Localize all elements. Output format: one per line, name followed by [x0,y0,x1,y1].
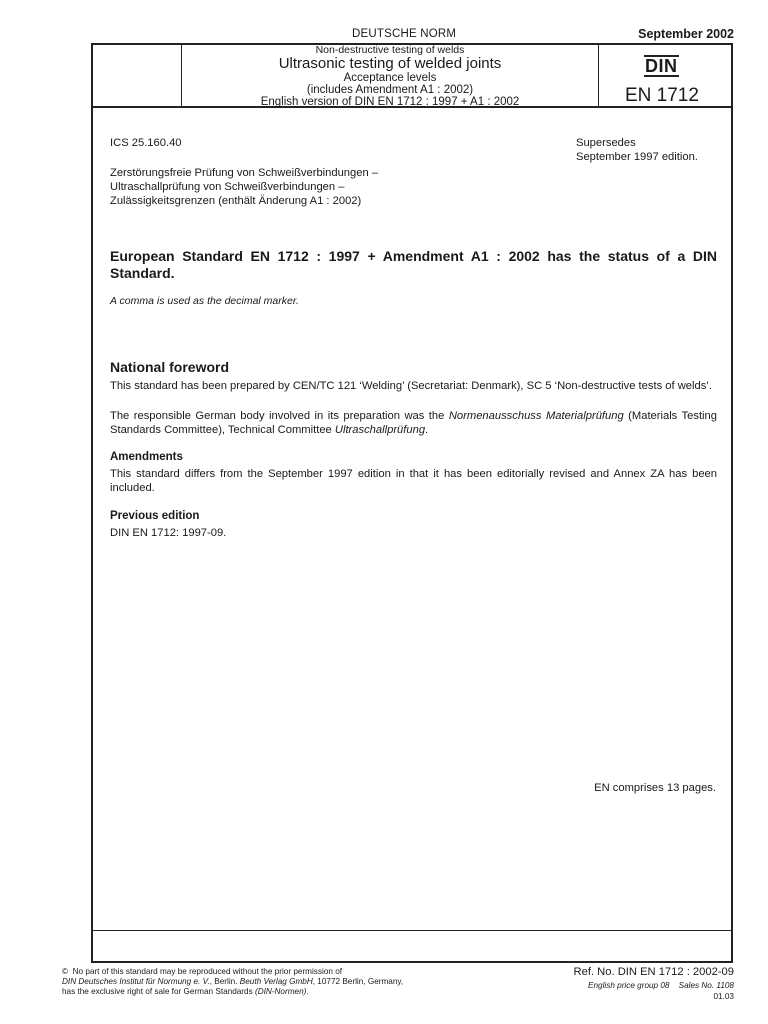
frame-divider [91,930,733,931]
copyright-line [62,987,403,997]
german-title-line: Zulässigkeitsgrenzen (enthält Änderung A1 : 2002) [110,195,362,207]
title-part: Acceptance levels [343,71,437,84]
decimal-marker-note: A comma is used as the decimal marker. [110,295,299,307]
title-subject: Non-destructive testing of welds [315,44,465,56]
print-code: 01.03 [713,992,734,1001]
copyright-line [62,977,403,987]
amendments-heading: Amendments [110,451,183,463]
standard-number: EN 1712 [625,85,699,106]
national-foreword-heading: National foreword [110,359,230,375]
title-divider-right [598,43,599,108]
title-version: English version of DIN EN 1712 : 1997 + A1 : 2002 [260,95,520,108]
norm-label: DEUTSCHE NORM [352,28,457,40]
text-span: has the exclusive right of sale for German Standards [62,987,255,996]
text-span: The responsible German body involved in its preparation was the [110,410,449,422]
document-title: Ultrasonic testing of welded joints [278,55,502,73]
text-span: . [306,987,309,996]
foreword-paragraph-responsible-body [110,409,717,437]
din-logo: DIN [645,56,678,76]
din-normen: (DIN-Normen) [254,987,307,996]
ics-code: ICS 25.160.40 [110,137,182,149]
text-span: (Materials Testing Standards Committee), Technical Committee [110,410,717,436]
text-span: No part of this standard may be reproduced without the prior permission of [72,967,343,976]
reference-number: Ref. No. DIN EN 1712 : 2002-09 [573,966,734,978]
title-amendment-note: (includes Amendment A1 : 2002) [306,83,474,96]
foreword-paragraph: This standard has been prepared by CEN/TC 121 ‘Welding’ (Secretariat: Denmark), SC 5 ‘Non-destructive tests of welds’. [110,380,712,392]
sales-number: Sales No. 1108 [678,981,734,990]
copyright-icon: © [62,967,69,976]
din-institute: DIN Deutsches Institut für Normung e. V. [62,977,210,986]
german-title-line: Ultraschallprüfung von Schweißverbindungen – [110,181,345,193]
copyright-line [62,967,403,977]
previous-edition-heading: Previous edition [110,510,200,522]
supersedes-note [576,136,698,164]
technical-committee-name: Ultraschallprüfung [334,424,426,436]
title-block [182,45,598,108]
text-span: , 10772 Berlin, Germany, [312,977,404,986]
page-count: EN comprises 13 pages. [594,782,716,794]
german-title-line: Zerstörungsfreie Prüfung von Schweißverbindungen – [110,167,379,179]
beuth-verlag: Beuth Verlag GmbH [239,977,313,986]
amendments-text: This standard differs from the September 1997 edition in that it has been editorially revised and Annex ZA has been included. [110,468,717,494]
previous-edition-text: DIN EN 1712: 1997-09. [110,527,227,539]
price-group: English price group 08 [588,981,670,990]
committee-name: Normenausschuss Materialprüfung [448,410,624,422]
text-span: . [425,424,429,436]
supersedes-edition: September 1997 edition. [576,151,698,163]
text-span: , Berlin. [209,977,240,986]
copyright-notice [62,967,403,997]
publication-date: September 2002 [638,27,734,41]
price-info [588,981,734,990]
supersedes-label: Supersedes [576,137,636,149]
german-title [110,166,378,208]
status-statement: European Standard EN 1712 : 1997 + Amendment A1 : 2002 has the status of a DIN Standard. [110,248,717,281]
